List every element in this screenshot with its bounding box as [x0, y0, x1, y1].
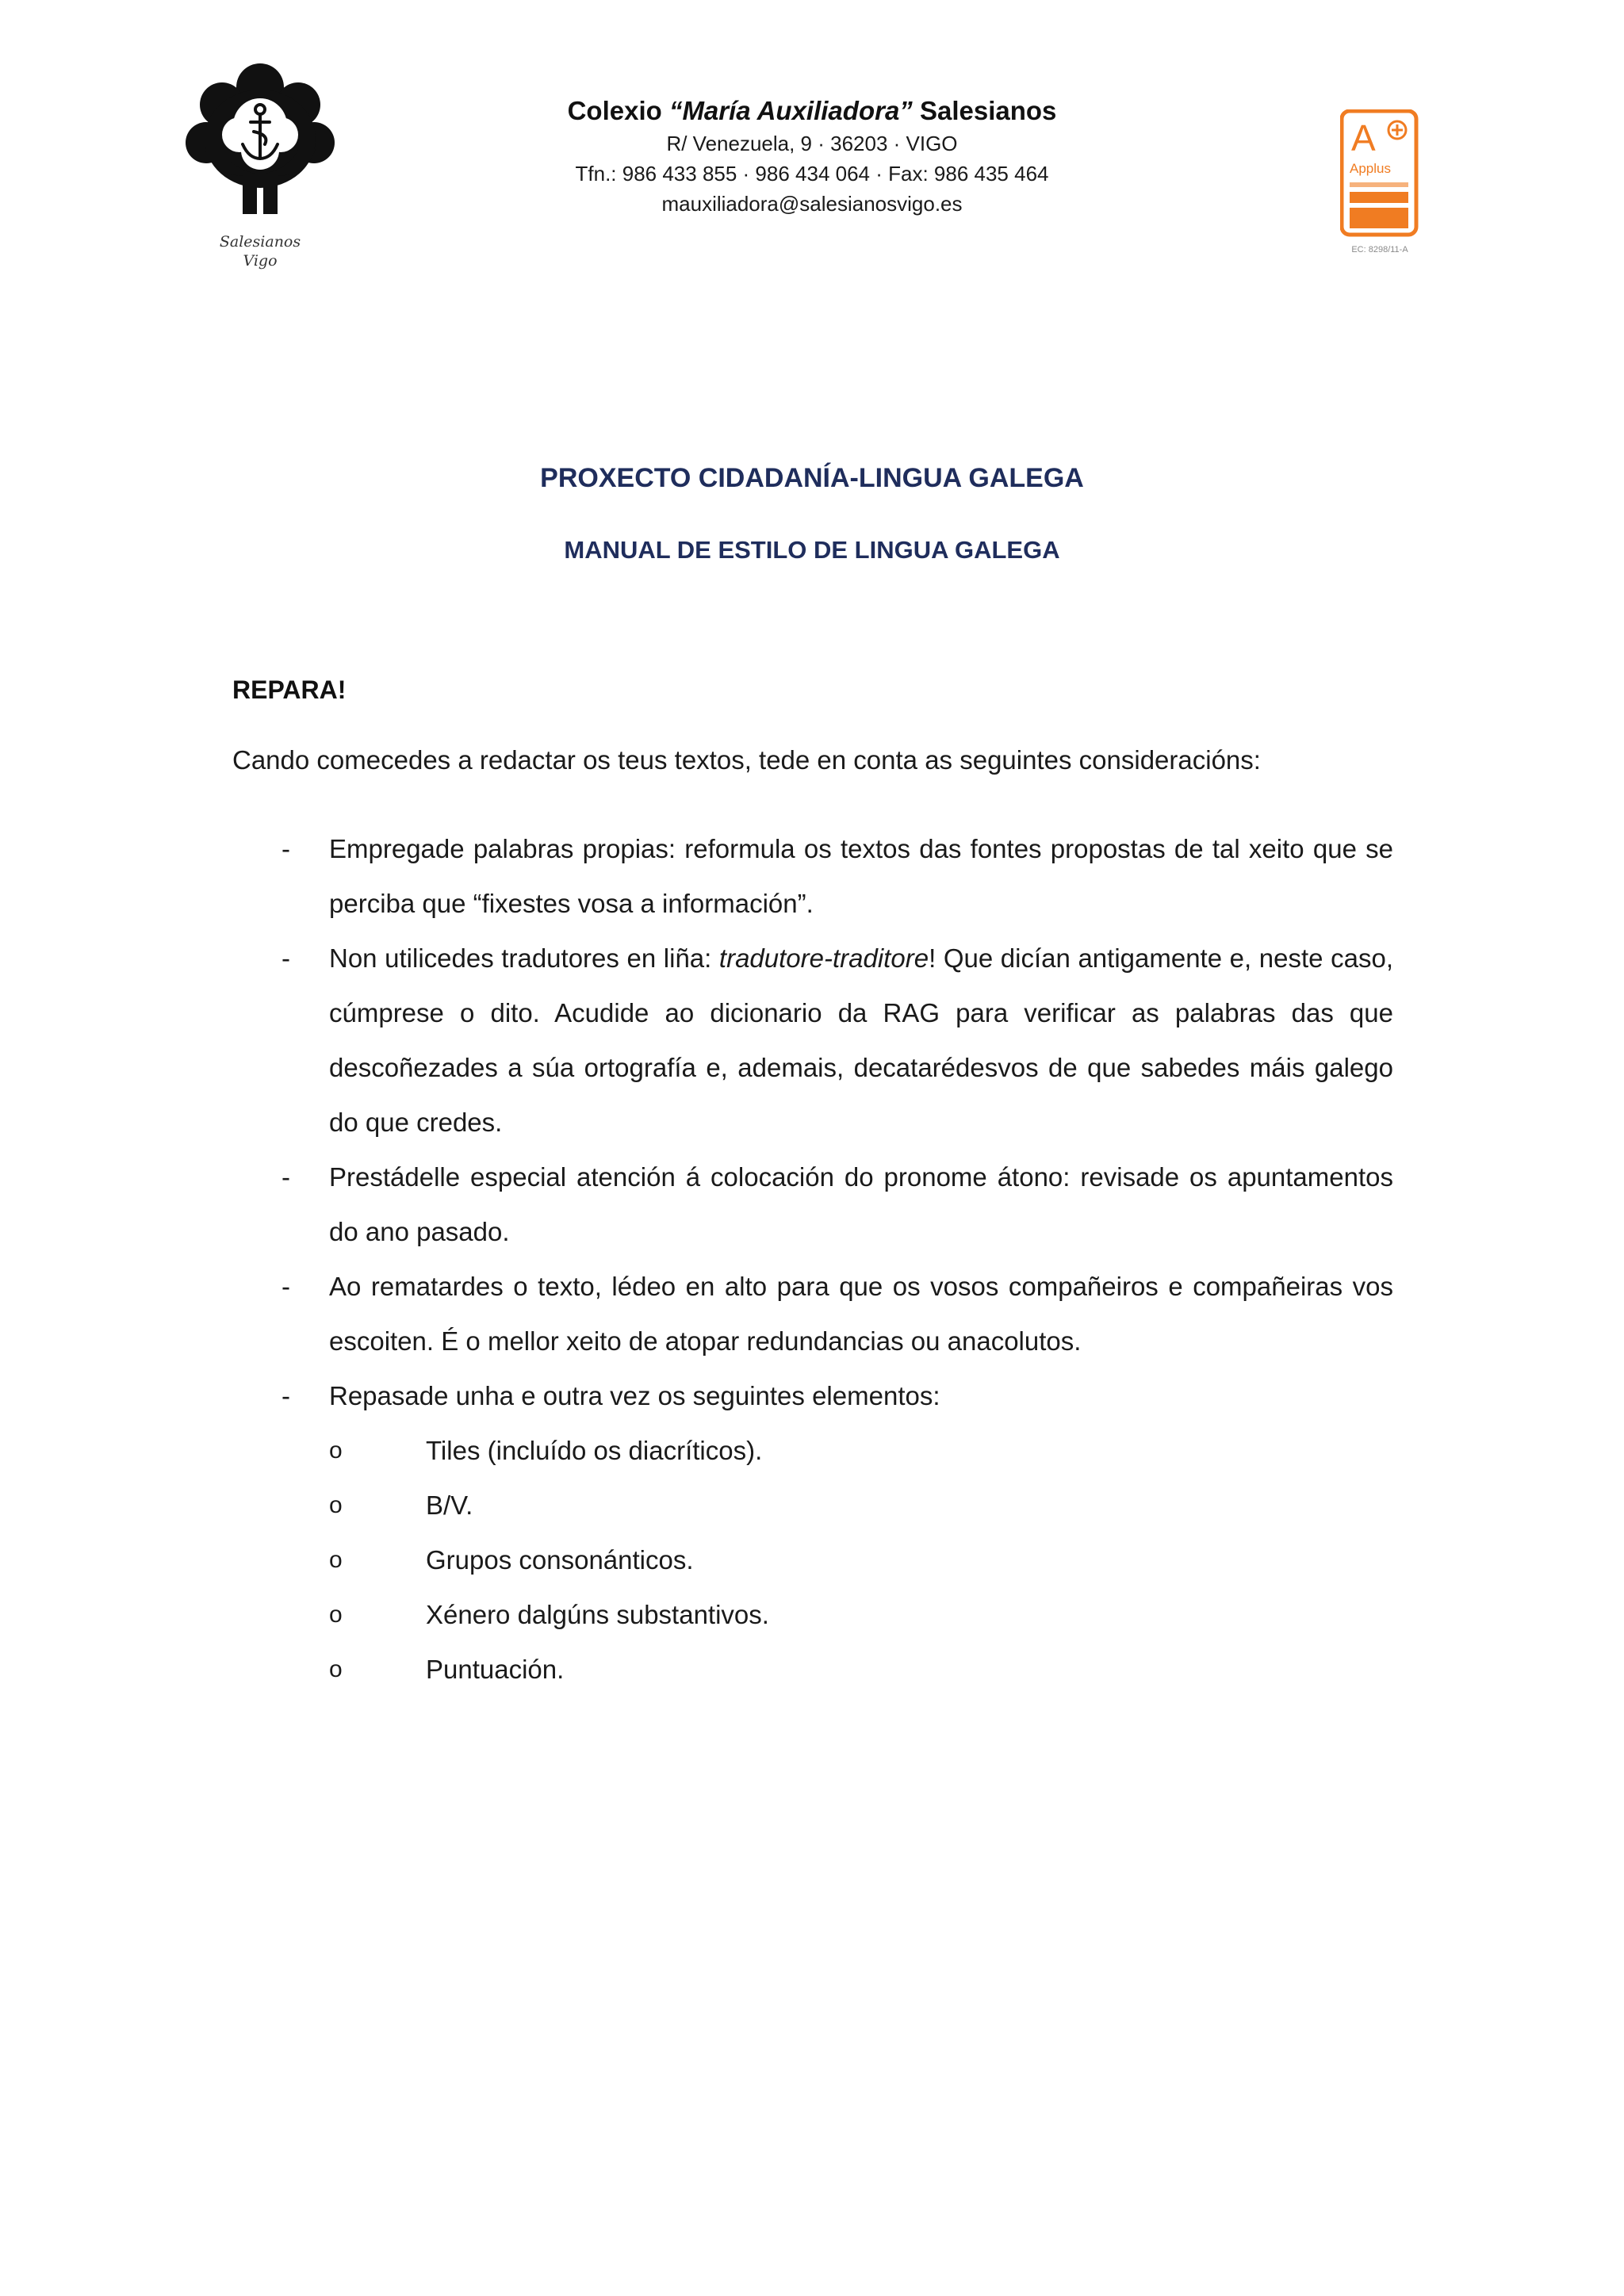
logo-caption-line-2: Vigo [243, 252, 278, 270]
list-item-text: Empregade palabras propias: reformula os textos das fontes propostas de tal xeito que se perciba que “fixestes vosa a información”. [329, 834, 1393, 918]
bullet-marker: - [282, 1162, 290, 1192]
sub-bullet-marker: o [329, 1601, 343, 1628]
sub-bullet-marker: o [329, 1437, 343, 1464]
sublist-item-text: B/V. [426, 1490, 473, 1520]
document-subtitle: MANUAL DE ESTILO DE LINGUA GALEGA [564, 536, 1060, 564]
cert-brand: Applus [1350, 161, 1391, 176]
logo-caption [181, 232, 339, 270]
sublist-item-text: Puntuación. [426, 1655, 565, 1684]
sublist-item [329, 1587, 1393, 1642]
school-name-suffix: Salesianos [912, 96, 1057, 125]
sublist-item-text: Tiles (incluído os diacríticos). [426, 1436, 763, 1465]
bullet-marker: - [282, 943, 290, 973]
logo-caption-line-1: Salesianos [219, 233, 301, 251]
bullet-marker: - [282, 1272, 290, 1301]
sublist-item-text: Xénero dalgúns substantivos. [426, 1600, 769, 1629]
list-item [232, 931, 1393, 1150]
intro-paragraph: Cando comecedes a redactar os teus textos, tede en conta as seguintes consideracións: [232, 745, 1261, 775]
school-name-prefix: Colexio [567, 96, 669, 125]
list-item [232, 1259, 1393, 1368]
school-address: R/ Venezuela, 9 · 36203 · VIGO [666, 132, 958, 155]
list-item-text: Prestádelle especial atención á colocación do pronome átono: revisade os apuntamentos do ano pasado. [329, 1162, 1393, 1246]
section-heading: REPARA! [232, 675, 347, 704]
cert-code: EC: 8298/11-A [1351, 245, 1408, 254]
sub-bullet-marker: o [329, 1492, 343, 1518]
sublist-item [329, 1423, 1393, 1478]
certification-badge-icon [1340, 109, 1419, 262]
document-title: PROXECTO CIDADANÍA-LINGUA GALEGA [540, 463, 1084, 493]
list-item [232, 821, 1393, 931]
list-item [232, 1150, 1393, 1259]
elements-sublist [329, 1423, 1393, 1697]
list-item-text-italic: tradutore-traditore [718, 943, 929, 973]
salesianos-logo [181, 55, 339, 270]
school-email: mauxiliadora@salesianosvigo.es [661, 192, 963, 216]
school-name-italic: “María Auxiliadora” [668, 96, 913, 125]
bullet-marker: - [282, 834, 290, 863]
list-item-text: Repasade unha e outra vez os seguintes elementos: [329, 1381, 940, 1410]
sub-bullet-marker: o [329, 1547, 343, 1573]
sublist-item-text: Grupos consonánticos. [426, 1545, 694, 1575]
letterhead [444, 94, 1180, 219]
list-item-text: Ao rematardes o texto, lédeo en alto para que os vosos compañeiros e compañeiras vos escoiten. É o mellor xeito de atopar redundancias ou anacolutos. [329, 1272, 1393, 1356]
school-phones: Tfn.: 986 433 855 · 986 434 064 · Fax: 986 435 464 [575, 162, 1049, 186]
sublist-item [329, 1642, 1393, 1697]
sublist-item [329, 1533, 1393, 1587]
school-name [444, 94, 1180, 128]
sub-bullet-marker: o [329, 1656, 343, 1682]
list-item-text-after: ! Que dicían antigamente e, neste caso, cúmprese o dito. Acudide ao dicionario da RAG para verificar as palabras das que descoñezades a súa ortografía e, ademais, decatarédesvos de que sabedes máis galego do que credes. [329, 943, 1393, 1137]
list-item [232, 1368, 1393, 1697]
list-item-text-before: Non utilicedes tradutores en liña: [329, 943, 719, 973]
salesianos-emblem-icon [181, 55, 339, 226]
bullet-marker: - [282, 1381, 290, 1410]
applus-certification-logo [1340, 109, 1419, 262]
sublist-item [329, 1478, 1393, 1533]
cert-letter: A [1351, 117, 1376, 159]
considerations-list [232, 821, 1393, 1697]
